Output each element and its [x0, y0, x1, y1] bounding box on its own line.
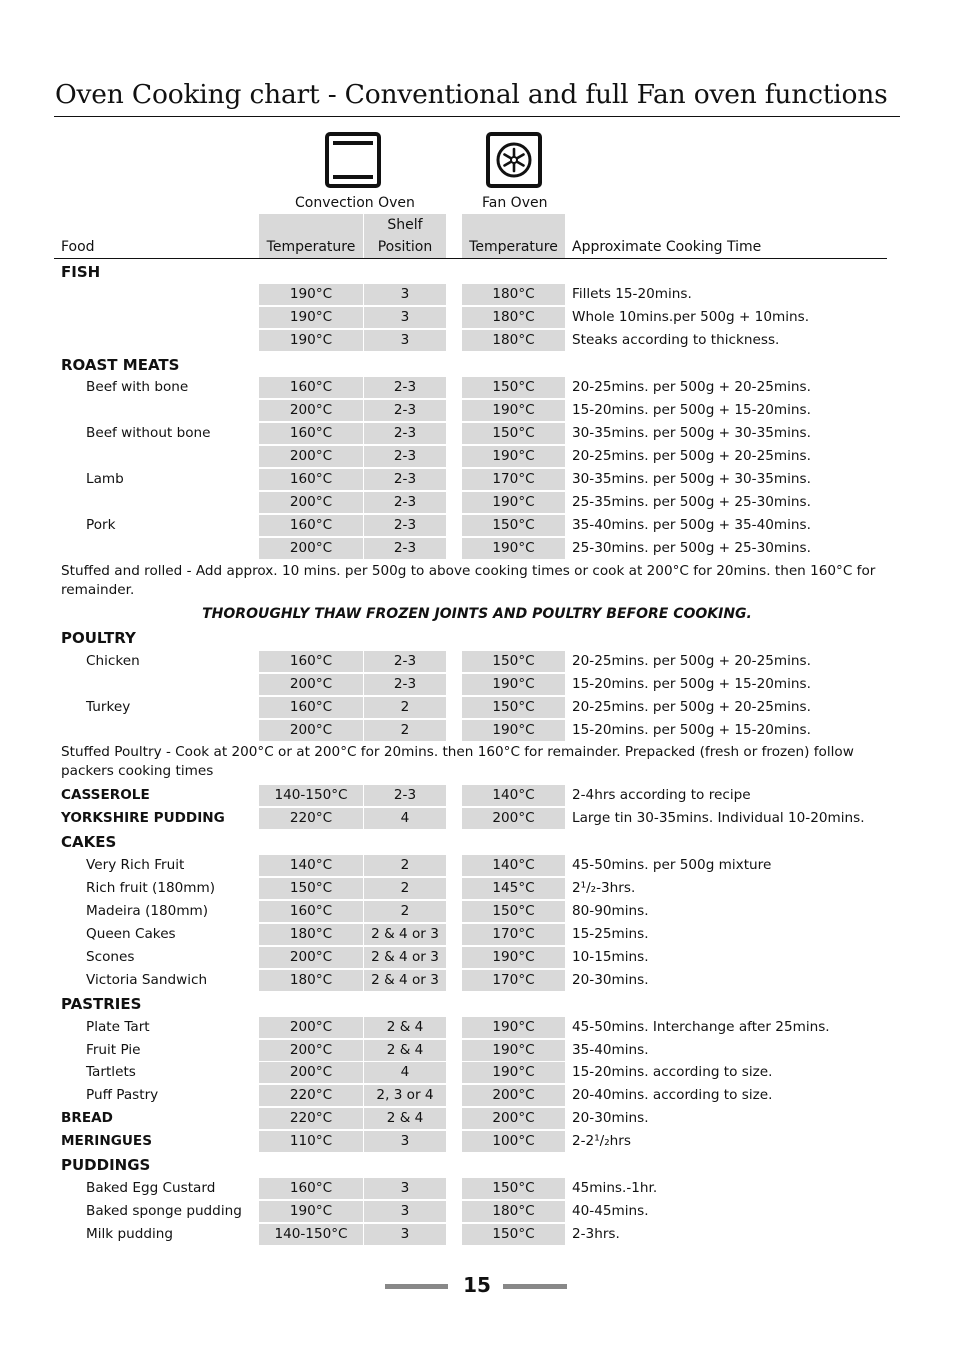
fan-temp-cell: 190°C: [462, 538, 565, 559]
table-row: [0, 697, 954, 718]
table-row: [0, 924, 954, 945]
cooking-time-cell: Whole 10mins.per 500g + 10mins.: [572, 309, 810, 325]
convection-temp-cell: 200°C: [259, 1062, 363, 1083]
convection-temp-cell: 200°C: [259, 1017, 363, 1038]
convection-temp-cell: 200°C: [259, 720, 363, 741]
table-row: [0, 674, 954, 695]
fan-temp-cell: 140°C: [462, 855, 565, 876]
cooking-time-cell: 45-50mins. Interchange after 25mins.: [572, 1019, 830, 1035]
cooking-time-cell: 2¹/₂-3hrs.: [572, 880, 636, 896]
convection-temp-cell: 140-150°C: [259, 785, 363, 806]
table-row: [0, 1224, 954, 1245]
convection-temp-cell: 160°C: [259, 377, 363, 398]
cooking-time-cell: 80-90mins.: [572, 903, 649, 919]
cooking-time-cell: 15-20mins. per 500g + 15-20mins.: [572, 402, 811, 418]
shelf-position-cell: 2: [364, 697, 446, 718]
section-heading: PASTRIES: [61, 995, 142, 1013]
convection-temp-cell: 220°C: [259, 1085, 363, 1106]
convection-temp-cell: 160°C: [259, 697, 363, 718]
cooking-time-cell: 20-25mins. per 500g + 20-25mins.: [572, 699, 811, 715]
shelf-position-cell: 3: [364, 330, 446, 351]
table-row: [0, 1062, 954, 1083]
shelf-position-cell: 2 & 4: [364, 1040, 446, 1061]
fan-temp-cell: 170°C: [462, 924, 565, 945]
cooking-time-cell: 15-20mins. according to size.: [572, 1064, 773, 1080]
shelf-position-cell: 2: [364, 901, 446, 922]
table-row: [0, 720, 954, 741]
fan-temp-cell: 200°C: [462, 1108, 565, 1129]
food-cell: BREAD: [61, 1110, 113, 1126]
cooking-time-cell: 20-30mins.: [572, 972, 649, 988]
shelf-position-cell: 2 & 4: [364, 1108, 446, 1129]
cooking-time-cell: 20-25mins. per 500g + 20-25mins.: [572, 448, 811, 464]
shelf-position-cell: 2 & 4: [364, 1017, 446, 1038]
fan-temp-cell: 150°C: [462, 651, 565, 672]
shelf-position-cell: 2 & 4 or 3: [364, 924, 446, 945]
table-row: [0, 651, 954, 672]
page-number: 15: [463, 1273, 491, 1297]
cooking-time-cell: 20-40mins. according to size.: [572, 1087, 773, 1103]
fan-temp-cell: 200°C: [462, 808, 565, 829]
convection-temp-cell: 180°C: [259, 970, 363, 991]
fan-temp-cell: 190°C: [462, 674, 565, 695]
fan-temp-cell: 170°C: [462, 970, 565, 991]
convection-temp-cell: 180°C: [259, 924, 363, 945]
shelf-position-cell: 2-3: [364, 446, 446, 467]
food-cell: Pork: [86, 517, 116, 533]
fan-temp-cell: 150°C: [462, 1178, 565, 1199]
food-cell: Scones: [86, 949, 135, 965]
food-cell: MERINGUES: [61, 1133, 152, 1149]
food-cell: Plate Tart: [86, 1019, 150, 1035]
fan-temp-cell: 150°C: [462, 515, 565, 536]
table-row: [0, 878, 954, 899]
food-cell: Madeira (180mm): [86, 903, 209, 919]
section-heading: POULTRY: [61, 629, 136, 647]
cooking-note: Stuffed and rolled - Add approx. 10 mins. per 500g to above cooking times or cook at 200°C for 20mins. then 160°C for remainder.: [61, 563, 876, 598]
section-heading: ROAST MEATS: [61, 356, 180, 374]
thaw-warning: THOROUGHLY THAW FROZEN JOINTS AND POULTRY BEFORE COOKING.: [202, 606, 752, 622]
cooking-time-cell: 40-45mins.: [572, 1203, 649, 1219]
food-cell: Puff Pastry: [86, 1087, 159, 1103]
section-heading: FISH: [61, 263, 101, 281]
fan-temp-cell: 190°C: [462, 492, 565, 513]
shelf-position-cell: 2 & 4 or 3: [364, 970, 446, 991]
fan-temp-cell: 190°C: [462, 720, 565, 741]
fan-temp-cell: 150°C: [462, 423, 565, 444]
fan-temp-cell: 145°C: [462, 878, 565, 899]
cooking-time-cell: 35-40mins.: [572, 1042, 649, 1058]
table-row: [0, 970, 954, 991]
fan-temp-cell: 180°C: [462, 1201, 565, 1222]
shelf-position-cell: 4: [364, 1062, 446, 1083]
section-heading: PUDDINGS: [61, 1156, 151, 1174]
table-row: [0, 855, 954, 876]
shelf-position-cell: 2-3: [364, 492, 446, 513]
fan-temp-cell: 180°C: [462, 307, 565, 328]
cooking-time-cell: 2-4hrs according to recipe: [572, 787, 751, 803]
shelf-position-cell: 2-3: [364, 674, 446, 695]
table-row: [0, 469, 954, 490]
cooking-time-cell: 15-25mins.: [572, 926, 649, 942]
convection-temp-cell: 160°C: [259, 901, 363, 922]
table-row: [0, 423, 954, 444]
table-row: [0, 1040, 954, 1061]
cooking-time-cell: Steaks according to thickness.: [572, 332, 780, 348]
cooking-time-cell: 20-25mins. per 500g + 20-25mins.: [572, 379, 811, 395]
cooking-note: Stuffed Poultry - Cook at 200°C or at 200°C for 20mins. then 160°C for remainder. Prepacked (fresh or frozen) follow packers cooking times: [61, 744, 854, 779]
cooking-time-cell: 10-15mins.: [572, 949, 649, 965]
convection-temp-cell: 200°C: [259, 674, 363, 695]
food-cell: Turkey: [86, 699, 131, 715]
convection-temp-cell: 160°C: [259, 1178, 363, 1199]
table-row: [0, 377, 954, 398]
footer-bar-left: [385, 1284, 448, 1289]
fan-temp-cell: 190°C: [462, 1040, 565, 1061]
food-cell: Queen Cakes: [86, 926, 176, 942]
cooking-time-cell: 30-35mins. per 500g + 30-35mins.: [572, 471, 811, 487]
convection-temp-cell: 220°C: [259, 1108, 363, 1129]
convection-temp-cell: 200°C: [259, 400, 363, 421]
food-cell: Rich fruit (180mm): [86, 880, 216, 896]
convection-temp-header: Temperature: [266, 239, 356, 255]
table-row: [0, 1108, 954, 1129]
fan-temp-cell: 150°C: [462, 377, 565, 398]
table-row: [0, 446, 954, 467]
convection-temp-cell: 110°C: [259, 1131, 363, 1152]
food-cell: Fruit Pie: [86, 1042, 141, 1058]
convection-temp-cell: 150°C: [259, 878, 363, 899]
table-row: [0, 1085, 954, 1106]
shelf-position-cell: 2-3: [364, 538, 446, 559]
table-row: [0, 785, 954, 806]
cooking-time-cell: 20-25mins. per 500g + 20-25mins.: [572, 653, 811, 669]
shelf-position-cell: 3: [364, 1178, 446, 1199]
fan-temp-cell: 150°C: [462, 901, 565, 922]
footer-bar-right: [503, 1284, 567, 1289]
fan-oven-label: Fan Oven: [482, 195, 548, 211]
shelf-position-cell: 2-3: [364, 423, 446, 444]
fan-temp-cell: 190°C: [462, 446, 565, 467]
convection-temp-cell: 200°C: [259, 1040, 363, 1061]
table-row: [0, 538, 954, 559]
cooking-time-header: Approximate Cooking Time: [572, 239, 762, 255]
convection-temp-cell: 140°C: [259, 855, 363, 876]
cooking-time-cell: 45mins.-1hr.: [572, 1180, 658, 1196]
table-row: [0, 284, 954, 305]
food-cell: Beef with bone: [86, 379, 189, 395]
cooking-time-cell: 20-30mins.: [572, 1110, 649, 1126]
convection-temp-cell: 140-150°C: [259, 1224, 363, 1245]
shelf-position-cell: 2: [364, 720, 446, 741]
convection-temp-cell: 200°C: [259, 538, 363, 559]
fan-temp-cell: 190°C: [462, 947, 565, 968]
cooking-time-cell: 25-30mins. per 500g + 25-30mins.: [572, 540, 811, 556]
cooking-time-cell: 15-20mins. per 500g + 15-20mins.: [572, 722, 811, 738]
shelf-position-cell: 3: [364, 307, 446, 328]
convection-temp-cell: 200°C: [259, 492, 363, 513]
food-cell: Lamb: [86, 471, 124, 487]
shelf-position-cell: 4: [364, 808, 446, 829]
fan-temp-cell: 170°C: [462, 469, 565, 490]
shelf-position-cell: 2, 3 or 4: [364, 1085, 446, 1106]
cooking-time-cell: 45-50mins. per 500g mixture: [572, 857, 772, 873]
food-cell: Beef without bone: [86, 425, 211, 441]
cooking-time-cell: 30-35mins. per 500g + 30-35mins.: [572, 425, 811, 441]
fan-temp-cell: 150°C: [462, 697, 565, 718]
convection-oven-label: Convection Oven: [295, 195, 415, 211]
shelf-header-line1: Shelf: [387, 217, 423, 233]
cooking-time-cell: 35-40mins. per 500g + 35-40mins.: [572, 517, 811, 533]
food-header: Food: [61, 239, 95, 255]
table-row: [0, 1017, 954, 1038]
convection-temp-cell: 190°C: [259, 284, 363, 305]
fan-temp-cell: 190°C: [462, 1017, 565, 1038]
shelf-position-cell: 2-3: [364, 515, 446, 536]
table-row: [0, 400, 954, 421]
table-row: [0, 947, 954, 968]
food-cell: CASSEROLE: [61, 787, 150, 803]
shelf-position-cell: 2: [364, 878, 446, 899]
fan-temp-cell: 180°C: [462, 330, 565, 351]
cooking-time-cell: 25-35mins. per 500g + 25-30mins.: [572, 494, 811, 510]
convection-temp-cell: 190°C: [259, 1201, 363, 1222]
fan-temp-cell: 200°C: [462, 1085, 565, 1106]
table-row: [0, 515, 954, 536]
convection-temp-cell: 200°C: [259, 947, 363, 968]
shelf-position-cell: 2-3: [364, 785, 446, 806]
table-row: [0, 330, 954, 351]
table-row: [0, 307, 954, 328]
food-cell: Very Rich Fruit: [86, 857, 185, 873]
fan-temp-cell: 190°C: [462, 1062, 565, 1083]
cooking-time-cell: Fillets 15-20mins.: [572, 286, 692, 302]
cooking-time-cell: 2-3hrs.: [572, 1226, 620, 1242]
convection-temp-cell: 160°C: [259, 469, 363, 490]
convection-temp-cell: 190°C: [259, 330, 363, 351]
food-cell: Victoria Sandwich: [86, 972, 208, 988]
food-cell: Chicken: [86, 653, 140, 669]
table-row: [0, 492, 954, 513]
cooking-time-cell: Large tin 30-35mins. Individual 10-20mins.: [572, 810, 865, 826]
shelf-position-cell: 2-3: [364, 400, 446, 421]
shelf-position-cell: 2-3: [364, 377, 446, 398]
shelf-position-cell: 3: [364, 1224, 446, 1245]
shelf-position-cell: 2-3: [364, 651, 446, 672]
table-row: [0, 808, 954, 829]
fan-temp-header: Temperature: [469, 239, 558, 255]
convection-temp-cell: 160°C: [259, 515, 363, 536]
table-row: [0, 1131, 954, 1152]
section-heading: CAKES: [61, 833, 117, 851]
page-title: Oven Cooking chart - Conventional and full Fan oven functions: [55, 79, 888, 110]
shelf-position-cell: 2: [364, 855, 446, 876]
convection-temp-cell: 190°C: [259, 307, 363, 328]
shelf-position-cell: 2 & 4 or 3: [364, 947, 446, 968]
convection-temp-cell: 220°C: [259, 808, 363, 829]
fan-temp-cell: 140°C: [462, 785, 565, 806]
shelf-position-cell: 3: [364, 1201, 446, 1222]
table-row: [0, 1178, 954, 1199]
food-cell: Baked Egg Custard: [86, 1180, 216, 1196]
shelf-position-cell: 3: [364, 284, 446, 305]
fan-temp-cell: 100°C: [462, 1131, 565, 1152]
table-row: [0, 1201, 954, 1222]
fan-temp-cell: 180°C: [462, 284, 565, 305]
food-cell: YORKSHIRE PUDDING: [61, 810, 225, 826]
shelf-header-line2: Position: [377, 239, 433, 255]
food-cell: Milk pudding: [86, 1226, 173, 1242]
food-cell: Baked sponge pudding: [86, 1203, 242, 1219]
shelf-position-cell: 3: [364, 1131, 446, 1152]
shelf-position-cell: 2-3: [364, 469, 446, 490]
cooking-time-cell: 15-20mins. per 500g + 15-20mins.: [572, 676, 811, 692]
table-row: [0, 901, 954, 922]
food-cell: Tartlets: [86, 1064, 136, 1080]
cooking-time-cell: 2-2¹/₂hrs: [572, 1133, 631, 1149]
convection-temp-cell: 160°C: [259, 423, 363, 444]
fan-temp-cell: 190°C: [462, 400, 565, 421]
convection-temp-cell: 200°C: [259, 446, 363, 467]
fan-temp-cell: 150°C: [462, 1224, 565, 1245]
convection-temp-cell: 160°C: [259, 651, 363, 672]
